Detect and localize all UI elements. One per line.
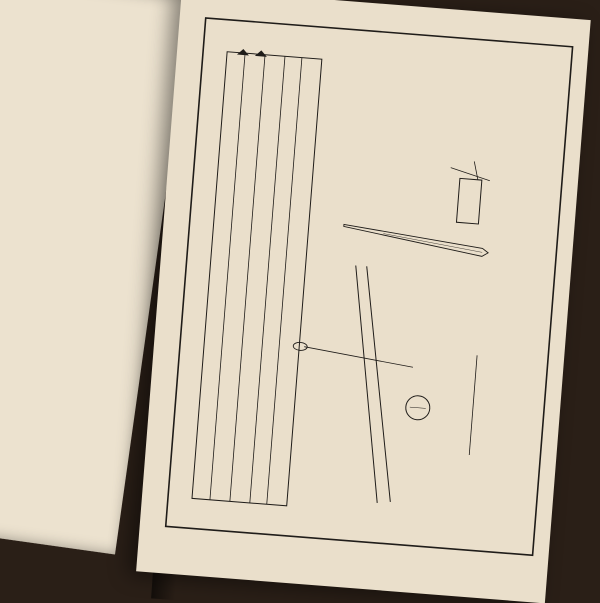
scale-diagram <box>159 8 579 566</box>
fine-thread-line <box>303 347 414 368</box>
fold-line <box>230 55 265 502</box>
toothpick-grain <box>382 234 483 253</box>
thread-loop <box>293 342 308 351</box>
cut-out-pattern <box>192 48 322 506</box>
beam-edge <box>348 266 408 502</box>
beam-end-detail <box>456 178 481 224</box>
subtitle-line <box>0 24 193 66</box>
subtitle-line <box>0 24 193 66</box>
table-of-weights <box>469 355 477 455</box>
title-underline <box>469 355 477 455</box>
arrow-marker <box>237 49 249 56</box>
article-body <box>0 70 159 94</box>
arrow-marker <box>255 50 267 57</box>
fold-line <box>250 56 285 503</box>
fold-line <box>210 53 245 500</box>
pattern-outline <box>192 52 322 506</box>
article-subtitle <box>0 24 193 66</box>
toothpick-shape <box>342 224 489 256</box>
assembled-beam <box>281 261 440 506</box>
toothpick-pointer <box>342 224 489 256</box>
notch-detail <box>446 160 491 225</box>
fold-line <box>267 58 302 505</box>
right-page <box>136 0 591 603</box>
